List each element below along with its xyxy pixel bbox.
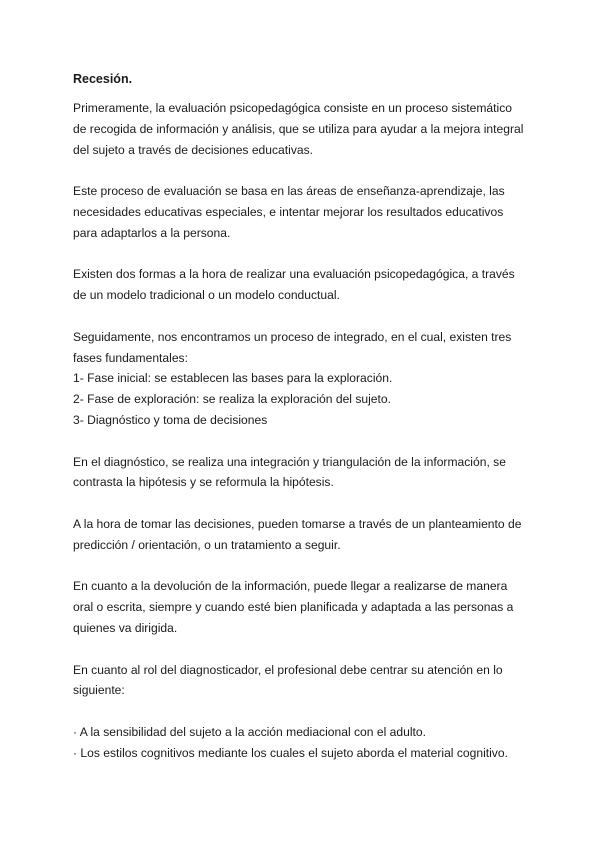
text-line: Seguidamente, nos encontramos un proceso de integrado, en el cual, existen tres	[73, 329, 512, 344]
paragraph	[73, 452, 543, 494]
bullet-item: · Los estilos cognitivos mediante los cuales el sujeto aborda el material cognitivo.	[73, 745, 508, 760]
paragraph	[73, 660, 543, 702]
text-line: para adaptarlos a la persona.	[73, 225, 231, 240]
bullet-list	[73, 722, 543, 764]
text-line: Este proceso de evaluación se basa en las áreas de enseñanza-aprendizaje, las	[73, 184, 505, 199]
text-line: En cuanto a la devolución de la información, puede llegar a realizarse de manera	[73, 579, 508, 594]
paragraph	[73, 264, 543, 306]
text-line: necesidades educativas especiales, e intentar mejorar los resultados educativos	[73, 204, 504, 219]
document-title: Recesión.	[73, 72, 133, 86]
text-line: A la hora de tomar las decisiones, pueden tomarse a través de un planteamiento de	[73, 516, 522, 531]
text-line: de un modelo tradicional o un modelo conductual.	[73, 288, 340, 303]
text-line: quienes va dirigida.	[73, 620, 178, 635]
bullet-item: · A la sensibilidad del sujeto a la acción mediacional con el adulto.	[73, 724, 426, 739]
list-item: 1- Fase inicial: se establecen las bases para la exploración.	[73, 371, 393, 386]
list-item: 2- Fase de exploración: se realiza la exploración del sujeto.	[73, 392, 391, 407]
text-line: Existen dos formas a la hora de realizar una evaluación psicopedagógica, a través	[73, 267, 515, 282]
text-line: oral o escrita, siempre y cuando esté bien planificada y adaptada a las personas a	[73, 600, 514, 615]
paragraph	[73, 181, 543, 243]
text-line: contrasta la hipótesis y se reformula la hipótesis.	[73, 475, 334, 490]
paragraph	[73, 576, 543, 638]
text-line: predicción / orientación, o un tratamiento a seguir.	[73, 537, 341, 552]
text-line: fases fundamentales:	[73, 350, 188, 365]
text-line: de recogida de información y análisis, que se utiliza para ayudar a la mejora integral	[73, 121, 524, 136]
text-line: En el diagnóstico, se realiza una integración y triangulación de la información, se	[73, 454, 506, 469]
paragraph	[73, 327, 543, 431]
text-line: siguiente:	[73, 683, 125, 698]
list-item: 3- Diagnóstico y toma de decisiones	[73, 412, 268, 427]
document-body	[73, 70, 543, 764]
paragraph	[73, 514, 543, 556]
text-line: En cuanto al rol del diagnosticador, el profesional debe centrar su atención en lo	[73, 662, 503, 677]
text-line: Primeramente, la evaluación psicopedagógica consiste en un proceso sistemático	[73, 101, 512, 115]
paragraph	[73, 98, 543, 160]
text-line: del sujeto a través de decisiones educativas.	[73, 142, 314, 157]
